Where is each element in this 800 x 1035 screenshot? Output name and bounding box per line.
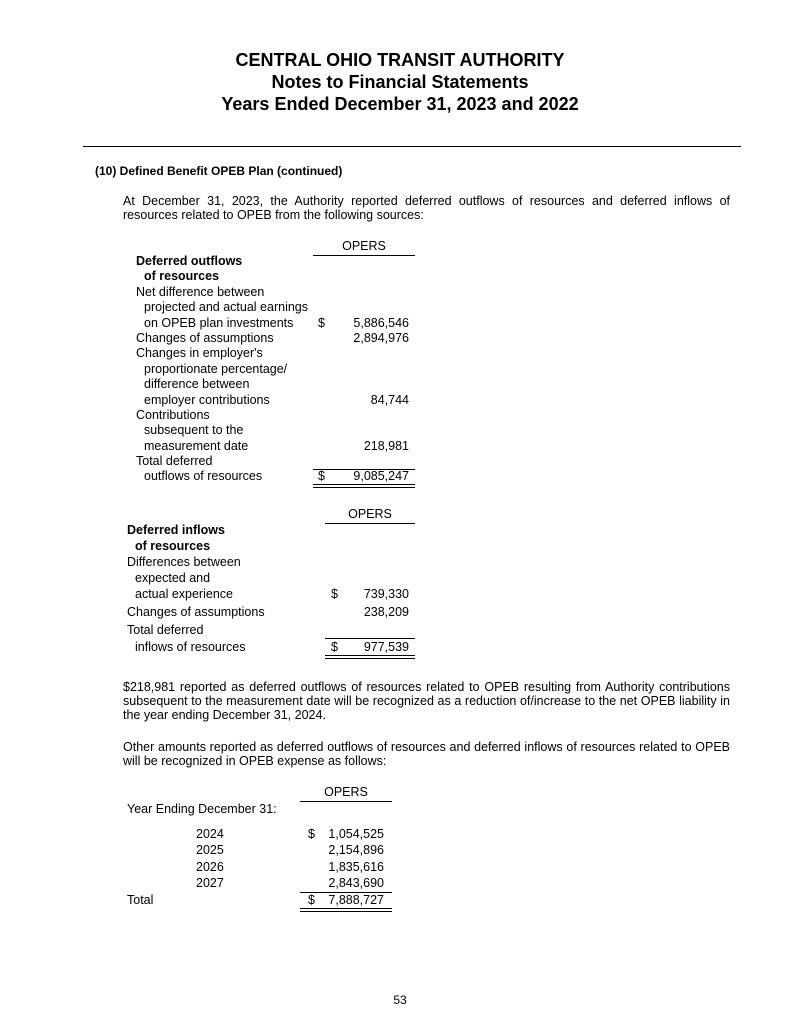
currency-symbol: $ xyxy=(331,587,338,601)
inflow-row-label: Differences between xyxy=(127,555,241,569)
report-period: Years Ended December 31, 2023 and 2022 xyxy=(221,94,579,114)
outflow-value: 84,744 xyxy=(370,393,409,407)
inflow-total-value: 977,539 xyxy=(363,640,409,654)
currency-symbol: $ xyxy=(318,316,325,330)
inflows-heading: Deferred inflows xyxy=(127,523,225,537)
outflow-row-label: measurement date xyxy=(144,439,249,453)
outflow-row-label: Contributions xyxy=(136,408,210,422)
outflow-row-label: proportionate percentage/ xyxy=(144,362,288,376)
amortization-value: 2,843,690 xyxy=(328,876,384,890)
currency-symbol: $ xyxy=(308,893,315,907)
inflow-row-label: expected and xyxy=(135,571,211,585)
inflows-heading-cont: of resources xyxy=(135,539,211,553)
total-double-rule xyxy=(300,908,392,912)
total-double-rule xyxy=(325,655,415,659)
inflows-column-header: OPERS xyxy=(325,507,415,524)
report-subtitle: Notes to Financial Statements xyxy=(271,72,529,92)
outflow-row-label: projected and actual earnings xyxy=(144,300,309,314)
page-number: 53 xyxy=(393,993,407,1007)
section-title: (10) Defined Benefit OPEB Plan (continued) xyxy=(95,164,343,178)
outflow-value: 5,886,546 xyxy=(353,316,409,330)
outflow-value: 218,981 xyxy=(363,439,409,453)
outflow-total-value: 9,085,247 xyxy=(353,469,409,483)
outflow-row-label: employer contributions xyxy=(144,393,270,407)
outflow-row-label: Changes in employer's xyxy=(136,346,263,360)
inflow-row-label: Changes of assumptions xyxy=(127,605,265,619)
year-label: 2027 xyxy=(196,876,224,890)
amortization-value: 1,054,525 xyxy=(328,827,384,841)
report-title: CENTRAL OHIO TRANSIT AUTHORITY xyxy=(235,50,565,70)
outflow-row-label: difference between xyxy=(144,377,250,391)
amortization-paragraph: Other amounts reported as deferred outflows of resources and deferred inflows of resources related to OPEB will be recognized in OPEB expense as follows: xyxy=(123,740,730,768)
outflow-row-label: Net difference between xyxy=(136,285,265,299)
outflow-row-label: on OPEB plan investments xyxy=(144,316,294,330)
currency-symbol: $ xyxy=(318,469,325,483)
outflow-row-label: Changes of assumptions xyxy=(136,331,274,345)
inflow-total-label: Total deferred xyxy=(127,623,204,637)
currency-symbol: $ xyxy=(331,640,338,654)
inflow-value: 238,209 xyxy=(363,605,409,619)
subtotal-rule xyxy=(325,638,415,639)
amortization-total-value: 7,888,727 xyxy=(328,893,384,907)
amortization-value: 2,154,896 xyxy=(328,843,384,857)
total-double-rule xyxy=(313,484,415,488)
inflow-row-label: actual experience xyxy=(135,587,233,601)
inflow-total-label: inflows of resources xyxy=(135,640,246,654)
amortization-total-label: Total xyxy=(127,893,154,907)
amortization-column-header: OPERS xyxy=(300,785,392,802)
outflows-heading-cont: of resources xyxy=(144,269,220,283)
outflows-heading: Deferred outflows xyxy=(136,254,243,268)
outflow-total-label: outflows of resources xyxy=(144,469,263,483)
outflow-total-label: Total deferred xyxy=(136,454,213,468)
year-label: 2024 xyxy=(196,827,224,841)
year-label: 2026 xyxy=(196,860,224,874)
inflow-value: 739,330 xyxy=(363,587,409,601)
outflow-row-label: subsequent to the xyxy=(144,423,244,437)
outflows-column-header: OPERS xyxy=(313,239,415,256)
header-divider xyxy=(83,146,741,147)
outflow-value: 2,894,976 xyxy=(353,331,409,345)
amortization-value: 1,835,616 xyxy=(328,860,384,874)
amortization-row-header: Year Ending December 31: xyxy=(127,802,277,816)
currency-symbol: $ xyxy=(308,827,315,841)
contributions-paragraph: $218,981 reported as deferred outflows of resources related to OPEB resulting from Authority contributions subsequent to the measurement date will be recognized as a reduction of/increase to the net OPEB liability in the year ending December 31, 2024. xyxy=(123,680,730,722)
intro-paragraph: At December 31, 2023, the Authority reported deferred outflows of resources and deferred inflows of resources related to OPEB from the following sources: xyxy=(123,194,730,222)
year-label: 2025 xyxy=(196,843,224,857)
